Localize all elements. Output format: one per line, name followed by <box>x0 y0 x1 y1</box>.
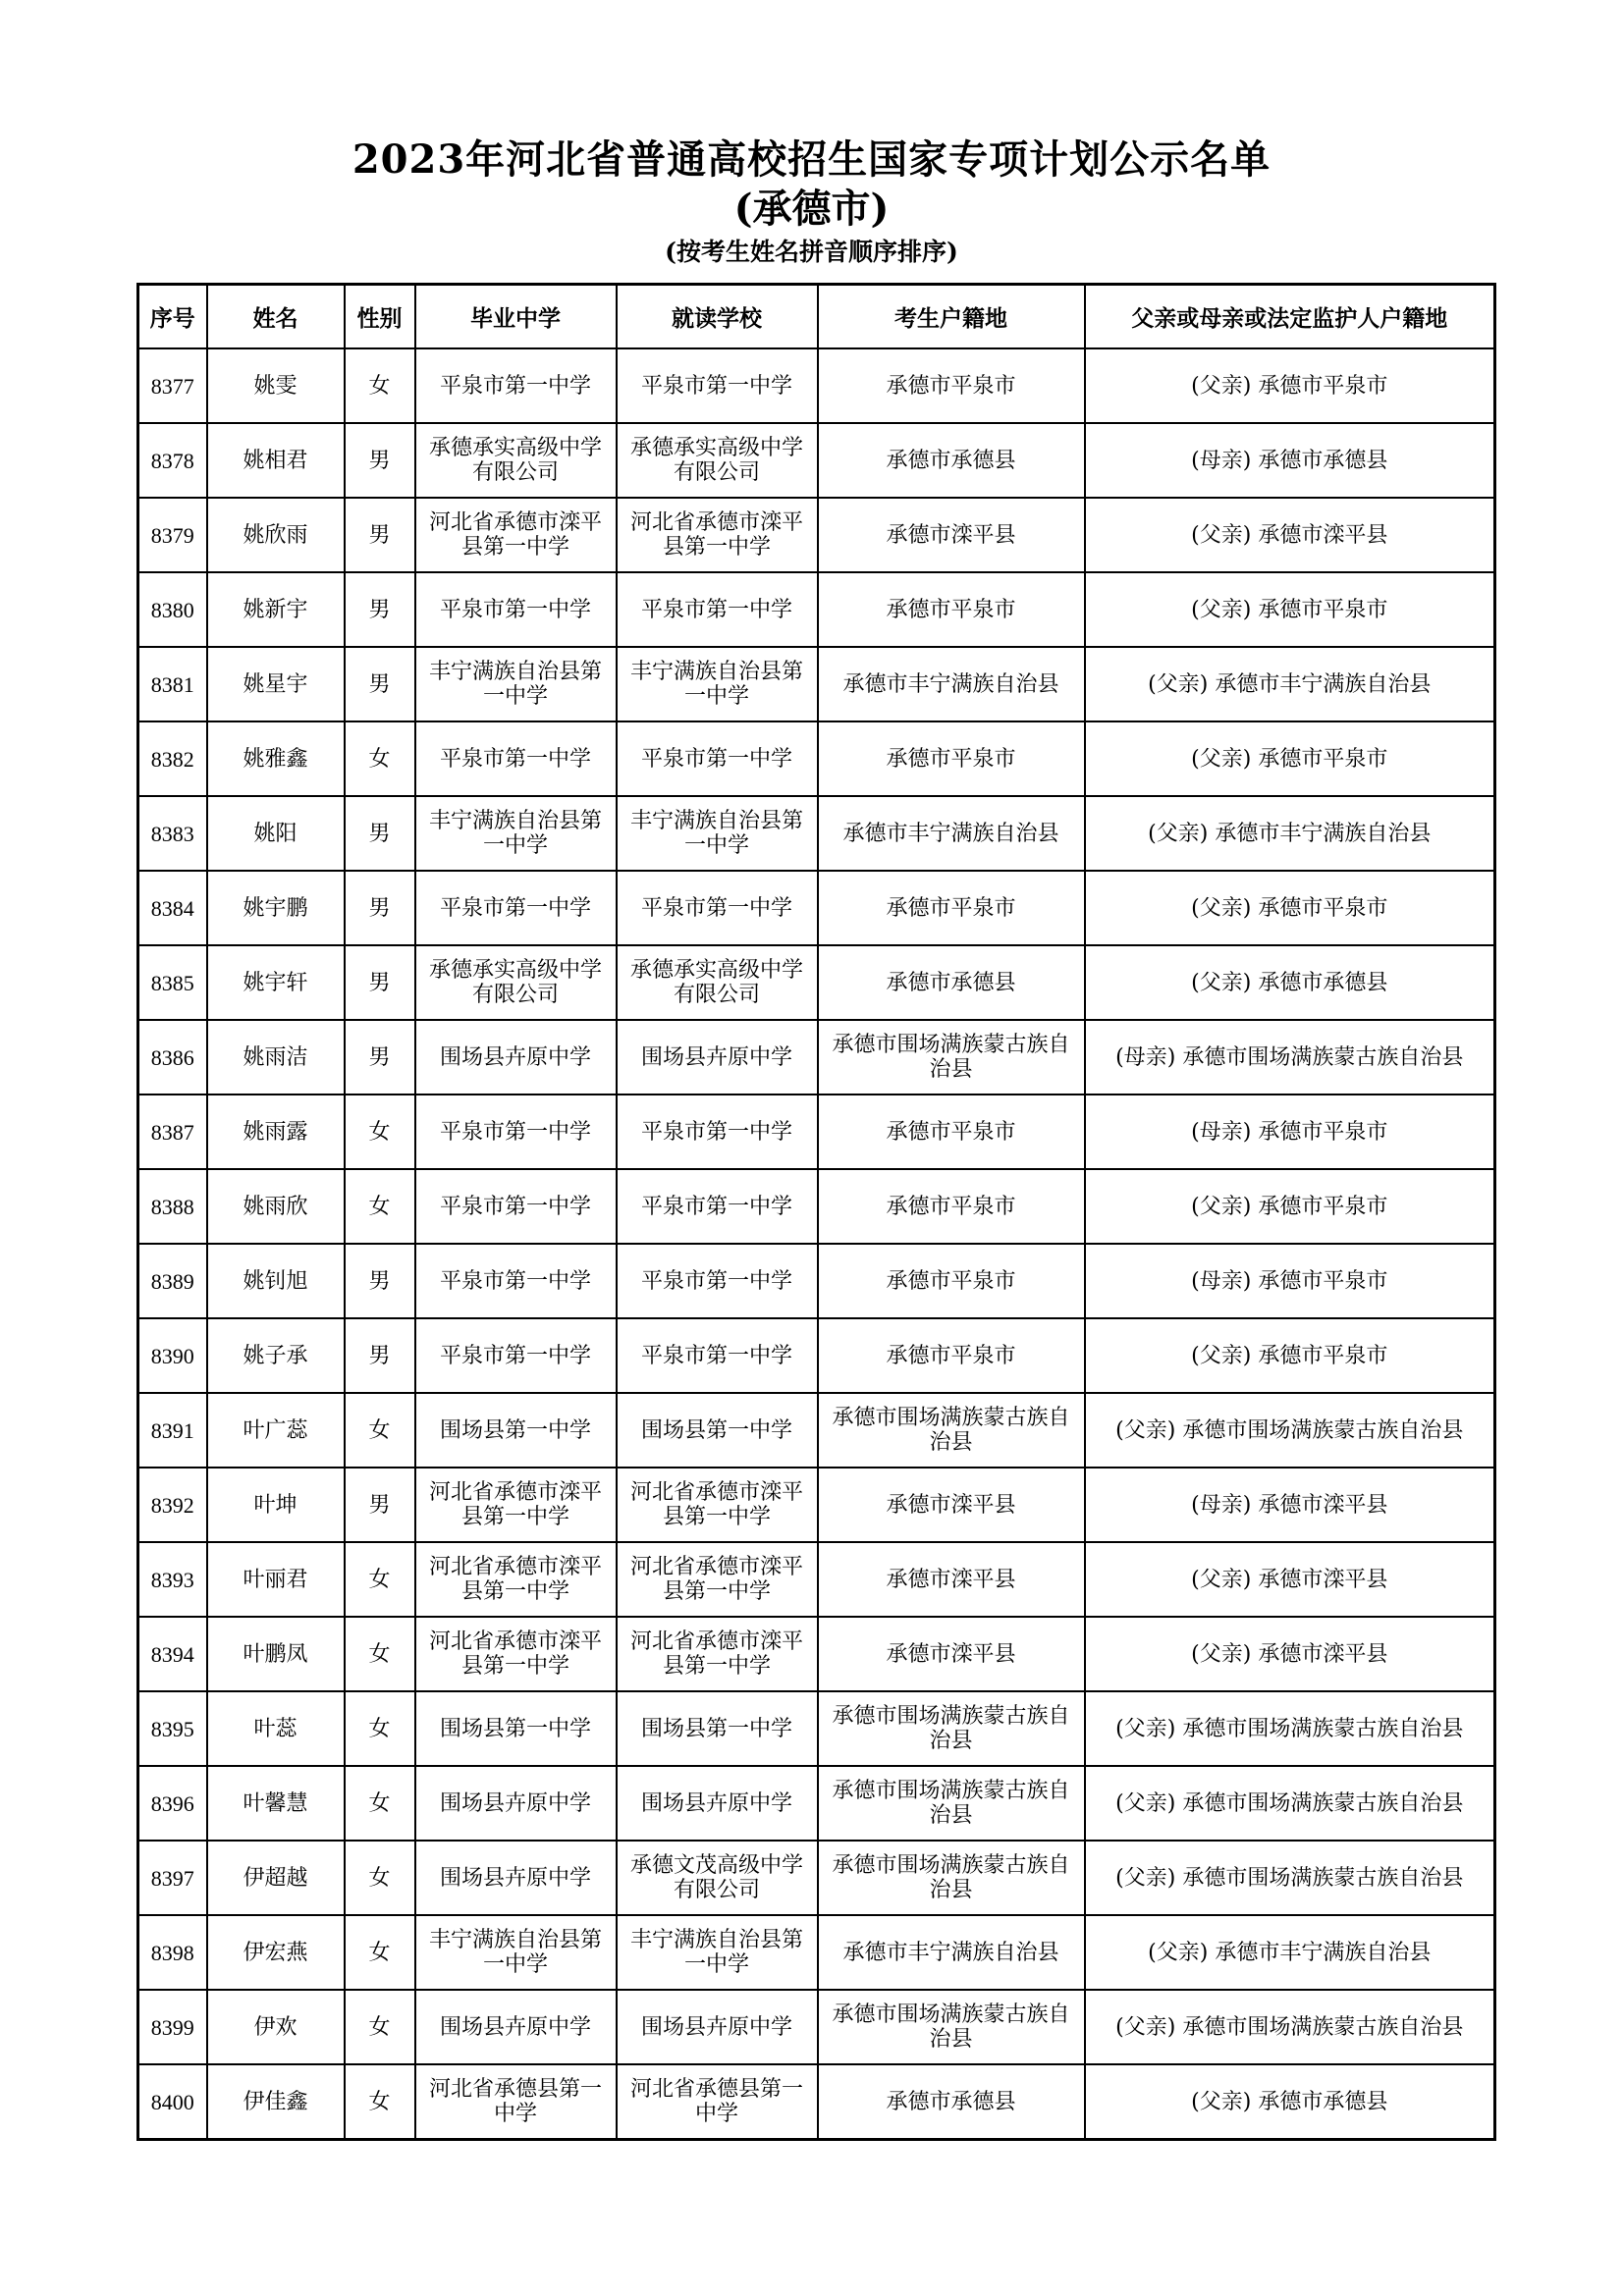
seq-cell: 8390 <box>138 1318 207 1393</box>
gender-cell: 男 <box>345 498 415 572</box>
seq-cell: 8385 <box>138 945 207 1020</box>
student-household-cell: 承德市丰宁满族自治县 <box>818 796 1085 871</box>
student-household-cell: 承德市滦平县 <box>818 498 1085 572</box>
header-row <box>138 285 1495 349</box>
seq-cell: 8398 <box>138 1915 207 1990</box>
student-household-cell: 承德市滦平县 <box>818 1617 1085 1691</box>
table-row <box>138 1244 1495 1318</box>
gender-cell: 女 <box>345 1990 415 2064</box>
current-school-cell: 平泉市第一中学 <box>617 348 818 423</box>
guardian-household-cell: (父亲) 承德市承德县 <box>1085 945 1495 1020</box>
gender-cell: 女 <box>345 721 415 796</box>
guardian-household-cell: (母亲) 承德市围场满族蒙古族自治县 <box>1085 1020 1495 1095</box>
guardian-household-cell: (父亲) 承德市平泉市 <box>1085 871 1495 945</box>
gender-cell: 女 <box>345 1169 415 1244</box>
table-row <box>138 572 1495 647</box>
gender-cell: 女 <box>345 1095 415 1169</box>
table-body <box>138 348 1495 2140</box>
graduated-school-cell: 河北省承德县第一中学 <box>415 2064 617 2140</box>
guardian-household-cell: (父亲) 承德市滦平县 <box>1085 1617 1495 1691</box>
current-school-cell: 平泉市第一中学 <box>617 572 818 647</box>
gender-cell: 女 <box>345 1841 415 1915</box>
seq-cell: 8377 <box>138 348 207 423</box>
current-school-cell: 围场县第一中学 <box>617 1691 818 1766</box>
seq-cell: 8399 <box>138 1990 207 2064</box>
guardian-household-cell: (母亲) 承德市平泉市 <box>1085 1244 1495 1318</box>
name-cell: 姚钊旭 <box>207 1244 345 1318</box>
student-household-cell: 承德市平泉市 <box>818 348 1085 423</box>
seq-cell: 8384 <box>138 871 207 945</box>
name-cell: 伊欢 <box>207 1990 345 2064</box>
table-row <box>138 1617 1495 1691</box>
student-household-cell: 承德市围场满族蒙古族自治县 <box>818 1841 1085 1915</box>
name-cell: 姚星宇 <box>207 647 345 721</box>
student-household-cell: 承德市滦平县 <box>818 1468 1085 1542</box>
graduated-school-cell: 丰宁满族自治县第一中学 <box>415 1915 617 1990</box>
student-household-cell: 承德市围场满族蒙古族自治县 <box>818 1691 1085 1766</box>
student-household-cell: 承德市平泉市 <box>818 1169 1085 1244</box>
seq-cell: 8382 <box>138 721 207 796</box>
graduated-school-cell: 平泉市第一中学 <box>415 1169 617 1244</box>
name-cell: 姚雅鑫 <box>207 721 345 796</box>
seq-cell: 8397 <box>138 1841 207 1915</box>
guardian-household-cell: (父亲) 承德市围场满族蒙古族自治县 <box>1085 1691 1495 1766</box>
gender-cell: 女 <box>345 1617 415 1691</box>
graduated-school-cell: 平泉市第一中学 <box>415 721 617 796</box>
graduated-school-cell: 河北省承德市滦平县第一中学 <box>415 1468 617 1542</box>
current-school-cell: 承德文茂高级中学有限公司 <box>617 1841 818 1915</box>
name-cell: 叶馨慧 <box>207 1766 345 1841</box>
graduated-school-cell: 承德承实高级中学有限公司 <box>415 423 617 498</box>
current-school-cell: 围场县卉原中学 <box>617 1020 818 1095</box>
graduated-school-cell: 平泉市第一中学 <box>415 572 617 647</box>
student-household-cell: 承德市平泉市 <box>818 1095 1085 1169</box>
table-row <box>138 2064 1495 2140</box>
graduated-school-cell: 平泉市第一中学 <box>415 871 617 945</box>
name-cell: 伊宏燕 <box>207 1915 345 1990</box>
seq-cell: 8392 <box>138 1468 207 1542</box>
name-cell: 叶坤 <box>207 1468 345 1542</box>
document-subtitle: (承德市) <box>733 186 890 232</box>
gender-cell: 男 <box>345 647 415 721</box>
table-row <box>138 1841 1495 1915</box>
seq-cell: 8395 <box>138 1691 207 1766</box>
table-row <box>138 871 1495 945</box>
gender-cell: 男 <box>345 1318 415 1393</box>
gender-cell: 女 <box>345 1766 415 1841</box>
guardian-household-cell: (父亲) 承德市丰宁满族自治县 <box>1085 1915 1495 1990</box>
graduated-school-cell: 河北省承德市滦平县第一中学 <box>415 1542 617 1617</box>
document-title: 2023年河北省普通高校招生国家专项计划公示名单 <box>352 136 1271 183</box>
guardian-household-cell: (父亲) 承德市平泉市 <box>1085 721 1495 796</box>
guardian-household-cell: (父亲) 承德市围场满族蒙古族自治县 <box>1085 1990 1495 2064</box>
gender-cell: 男 <box>345 945 415 1020</box>
table-row <box>138 1095 1495 1169</box>
graduated-school-cell: 平泉市第一中学 <box>415 1244 617 1318</box>
gender-cell: 男 <box>345 572 415 647</box>
name-cell: 伊超越 <box>207 1841 345 1915</box>
graduated-school-cell: 河北省承德市滦平县第一中学 <box>415 498 617 572</box>
column-header-gender: 性别 <box>345 285 415 349</box>
roster-table <box>136 283 1496 2141</box>
graduated-school-cell: 平泉市第一中学 <box>415 348 617 423</box>
seq-cell: 8387 <box>138 1095 207 1169</box>
graduated-school-cell: 围场县第一中学 <box>415 1393 617 1468</box>
gender-cell: 女 <box>345 1915 415 1990</box>
current-school-cell: 平泉市第一中学 <box>617 1095 818 1169</box>
column-header-seq: 序号 <box>138 285 207 349</box>
gender-cell: 男 <box>345 1468 415 1542</box>
table-row <box>138 1393 1495 1468</box>
name-cell: 姚雯 <box>207 348 345 423</box>
table-row <box>138 945 1495 1020</box>
gender-cell: 女 <box>345 1691 415 1766</box>
column-header-name: 姓名 <box>207 285 345 349</box>
sort-note: (按考生姓名拼音顺序排序) <box>665 238 958 266</box>
current-school-cell: 平泉市第一中学 <box>617 1169 818 1244</box>
table-row <box>138 721 1495 796</box>
guardian-household-cell: (父亲) 承德市丰宁满族自治县 <box>1085 647 1495 721</box>
seq-cell: 8383 <box>138 796 207 871</box>
current-school-cell: 丰宁满族自治县第一中学 <box>617 647 818 721</box>
name-cell: 姚相君 <box>207 423 345 498</box>
name-cell: 姚雨洁 <box>207 1020 345 1095</box>
table-row <box>138 348 1495 423</box>
gender-cell: 男 <box>345 1020 415 1095</box>
gender-cell: 女 <box>345 1393 415 1468</box>
student-household-cell: 承德市承德县 <box>818 945 1085 1020</box>
seq-cell: 8396 <box>138 1766 207 1841</box>
gender-cell: 女 <box>345 2064 415 2140</box>
name-cell: 姚雨露 <box>207 1095 345 1169</box>
guardian-household-cell: (父亲) 承德市滦平县 <box>1085 1542 1495 1617</box>
seq-cell: 8381 <box>138 647 207 721</box>
guardian-household-cell: (母亲) 承德市平泉市 <box>1085 1095 1495 1169</box>
table-row <box>138 647 1495 721</box>
table-row <box>138 1691 1495 1766</box>
current-school-cell: 围场县卉原中学 <box>617 1766 818 1841</box>
student-household-cell: 承德市围场满族蒙古族自治县 <box>818 1766 1085 1841</box>
guardian-household-cell: (父亲) 承德市平泉市 <box>1085 572 1495 647</box>
student-household-cell: 承德市平泉市 <box>818 721 1085 796</box>
current-school-cell: 承德承实高级中学有限公司 <box>617 945 818 1020</box>
guardian-household-cell: (父亲) 承德市平泉市 <box>1085 1169 1495 1244</box>
gender-cell: 男 <box>345 871 415 945</box>
graduated-school-cell: 围场县卉原中学 <box>415 1766 617 1841</box>
name-cell: 伊佳鑫 <box>207 2064 345 2140</box>
student-household-cell: 承德市丰宁满族自治县 <box>818 647 1085 721</box>
student-household-cell: 承德市丰宁满族自治县 <box>818 1915 1085 1990</box>
graduated-school-cell: 平泉市第一中学 <box>415 1095 617 1169</box>
guardian-household-cell: (父亲) 承德市围场满族蒙古族自治县 <box>1085 1393 1495 1468</box>
current-school-cell: 丰宁满族自治县第一中学 <box>617 1915 818 1990</box>
seq-cell: 8388 <box>138 1169 207 1244</box>
current-school-cell: 河北省承德市滦平县第一中学 <box>617 498 818 572</box>
student-household-cell: 承德市围场满族蒙古族自治县 <box>818 1990 1085 2064</box>
graduated-school-cell: 围场县卉原中学 <box>415 1841 617 1915</box>
table-row <box>138 1915 1495 1990</box>
graduated-school-cell: 围场县卉原中学 <box>415 1990 617 2064</box>
seq-cell: 8386 <box>138 1020 207 1095</box>
table-header <box>138 285 1495 349</box>
seq-cell: 8389 <box>138 1244 207 1318</box>
name-cell: 姚宇轩 <box>207 945 345 1020</box>
student-household-cell: 承德市平泉市 <box>818 1318 1085 1393</box>
seq-cell: 8380 <box>138 572 207 647</box>
name-cell: 姚阳 <box>207 796 345 871</box>
graduated-school-cell: 丰宁满族自治县第一中学 <box>415 796 617 871</box>
name-cell: 叶丽君 <box>207 1542 345 1617</box>
column-header-guardian-household: 父亲或母亲或法定监护人户籍地 <box>1085 285 1495 349</box>
current-school-cell: 平泉市第一中学 <box>617 1244 818 1318</box>
name-cell: 姚新宇 <box>207 572 345 647</box>
guardian-household-cell: (母亲) 承德市承德县 <box>1085 423 1495 498</box>
graduated-school-cell: 丰宁满族自治县第一中学 <box>415 647 617 721</box>
name-cell: 叶广蕊 <box>207 1393 345 1468</box>
student-household-cell: 承德市平泉市 <box>818 1244 1085 1318</box>
graduated-school-cell: 围场县卉原中学 <box>415 1020 617 1095</box>
guardian-household-cell: (父亲) 承德市围场满族蒙古族自治县 <box>1085 1841 1495 1915</box>
name-cell: 叶鹏凤 <box>207 1617 345 1691</box>
guardian-household-cell: (父亲) 承德市滦平县 <box>1085 498 1495 572</box>
seq-cell: 8379 <box>138 498 207 572</box>
current-school-cell: 承德承实高级中学有限公司 <box>617 423 818 498</box>
seq-cell: 8393 <box>138 1542 207 1617</box>
table-row <box>138 1169 1495 1244</box>
table-row <box>138 498 1495 572</box>
guardian-household-cell: (父亲) 承德市平泉市 <box>1085 1318 1495 1393</box>
gender-cell: 女 <box>345 348 415 423</box>
name-cell: 姚欣雨 <box>207 498 345 572</box>
table-row <box>138 423 1495 498</box>
graduated-school-cell: 承德承实高级中学有限公司 <box>415 945 617 1020</box>
student-household-cell: 承德市承德县 <box>818 2064 1085 2140</box>
current-school-cell: 河北省承德市滦平县第一中学 <box>617 1542 818 1617</box>
current-school-cell: 河北省承德市滦平县第一中学 <box>617 1468 818 1542</box>
table-row <box>138 1990 1495 2064</box>
current-school-cell: 围场县第一中学 <box>617 1393 818 1468</box>
column-header-current-school: 就读学校 <box>617 285 818 349</box>
current-school-cell: 丰宁满族自治县第一中学 <box>617 796 818 871</box>
current-school-cell: 平泉市第一中学 <box>617 721 818 796</box>
guardian-household-cell: (父亲) 承德市丰宁满族自治县 <box>1085 796 1495 871</box>
guardian-household-cell: (父亲) 承德市围场满族蒙古族自治县 <box>1085 1766 1495 1841</box>
name-cell: 姚子承 <box>207 1318 345 1393</box>
student-household-cell: 承德市平泉市 <box>818 572 1085 647</box>
student-household-cell: 承德市围场满族蒙古族自治县 <box>818 1020 1085 1095</box>
current-school-cell: 平泉市第一中学 <box>617 871 818 945</box>
table-row <box>138 796 1495 871</box>
table-row <box>138 1542 1495 1617</box>
student-household-cell: 承德市围场满族蒙古族自治县 <box>818 1393 1085 1468</box>
table-row <box>138 1020 1495 1095</box>
table-row <box>138 1766 1495 1841</box>
name-cell: 姚雨欣 <box>207 1169 345 1244</box>
graduated-school-cell: 围场县第一中学 <box>415 1691 617 1766</box>
table-row <box>138 1468 1495 1542</box>
gender-cell: 男 <box>345 796 415 871</box>
student-household-cell: 承德市滦平县 <box>818 1542 1085 1617</box>
guardian-household-cell: (母亲) 承德市滦平县 <box>1085 1468 1495 1542</box>
column-header-student-household: 考生户籍地 <box>818 285 1085 349</box>
seq-cell: 8400 <box>138 2064 207 2140</box>
column-header-graduated-school: 毕业中学 <box>415 285 617 349</box>
gender-cell: 男 <box>345 423 415 498</box>
name-cell: 叶蕊 <box>207 1691 345 1766</box>
current-school-cell: 围场县卉原中学 <box>617 1990 818 2064</box>
gender-cell: 男 <box>345 1244 415 1318</box>
guardian-household-cell: (父亲) 承德市平泉市 <box>1085 348 1495 423</box>
seq-cell: 8378 <box>138 423 207 498</box>
current-school-cell: 河北省承德市滦平县第一中学 <box>617 1617 818 1691</box>
graduated-school-cell: 河北省承德市滦平县第一中学 <box>415 1617 617 1691</box>
document-header <box>0 135 1623 269</box>
name-cell: 姚宇鹏 <box>207 871 345 945</box>
gender-cell: 女 <box>345 1542 415 1617</box>
graduated-school-cell: 平泉市第一中学 <box>415 1318 617 1393</box>
table-row <box>138 1318 1495 1393</box>
current-school-cell: 平泉市第一中学 <box>617 1318 818 1393</box>
seq-cell: 8394 <box>138 1617 207 1691</box>
student-household-cell: 承德市平泉市 <box>818 871 1085 945</box>
current-school-cell: 河北省承德县第一中学 <box>617 2064 818 2140</box>
student-household-cell: 承德市承德县 <box>818 423 1085 498</box>
guardian-household-cell: (父亲) 承德市承德县 <box>1085 2064 1495 2140</box>
seq-cell: 8391 <box>138 1393 207 1468</box>
